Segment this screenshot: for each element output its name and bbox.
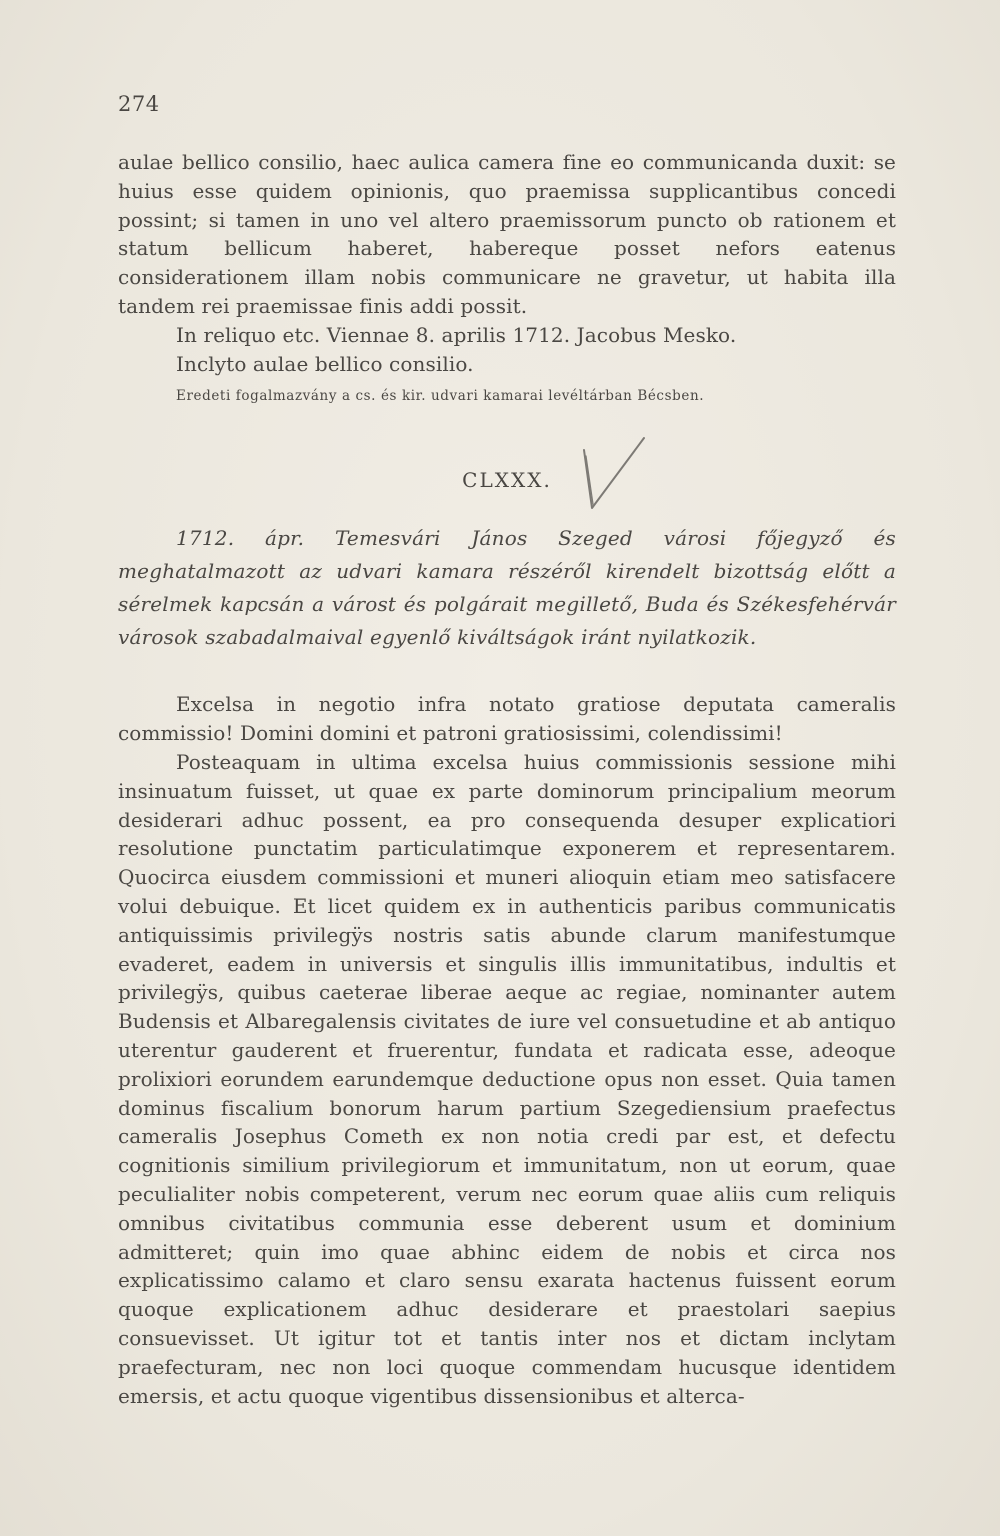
page-content <box>118 148 896 1410</box>
continuation-paragraph: aulae bellico consilio, haec aulica camera fine eo communicanda duxit: se huius esse quidem opinionis, quo praemissa supplicantibus concedi possint; si tamen in uno vel altero praemissorum puncto ob rationem et statum bellicum haberet, habereque posset nefors eatenus considerationem illam nobis communicare ne gravetur, ut habita illa tandem rei praemissae finis addi possit. <box>118 150 896 318</box>
closing-line: In reliquo etc. Viennae 8. aprilis 1712. Jacobus Mesko. <box>176 322 737 347</box>
page-number: 274 <box>118 92 160 116</box>
document-number: CLXXX. <box>462 468 552 493</box>
salutation-paragraph: Excelsa in negotio infra notato gratiose deputata cameralis commissio! Domini domini et patroni gratiosissimi, colendissimi! <box>118 692 896 746</box>
pencil-check-mark-icon <box>578 434 648 512</box>
body-paragraph: Posteaquam in ultima excelsa huius commissionis sessione mihi insinuatum fuisset, ut quae ex parte dominorum principalium meorum desiderari adhuc possent, ea pro consequenda desuper explicatiori resolutione punctatim particulatimque exponerem et representarem. Quocirca eiusdem commissioni et muneri alioquin etiam meo satisfacere volui debuique. Et licet quidem ex in authenticis paribus communicatis antiquissimis privilegÿs nostris satis abunde clarum manifestumque evaderet, eadem in universis et singulis illis immunitatibus, indultis et privilegÿs, quibus caeterae liberae aeque ac regiae, nominanter autem Budensis et Albaregalensis civitates de iure vel consuetudine et ab antiquo uterentur gauderent et fruerentur, fundata et radicata esse, adeoque prolixiori eorundem earundemque deductione opus non esset. Quia tamen dominus fiscalium bonorum harum partium Szegediensium praefectus cameralis Josephus Cometh ex non notia credi par est, et defectu cognitionis similium privilegiorum et immunitatum, non ut eorum, quae peculialiter nobis competerent, verum nec eorum quae aliis cum reliquis omnibus civitatibus communia esse deberent usum et dominium admitteret; quin imo quae abhinc eidem de nobis et circa nos explicatissimo calamo et claro sensu exarata hactenus fuissent eorum quoque explicationem adhuc desiderare et praestolari saepius consuevisset. Ut igitur tot et tantis inter nos et dictam inclytam praefecturam, nec non loci quoque commendam hucusque identidem emersis, et actu quoque vigentibus dissensionibus et alterca- <box>118 749 896 1408</box>
document-heading <box>118 468 896 492</box>
addressee-line: Inclyto aulae bellico consilio. <box>176 351 474 376</box>
source-note: Eredeti fogalmazvány a cs. és kir. udvari kamarai levéltárban Bécsben. <box>176 388 705 405</box>
document-summary: 1712. ápr. Temesvári János Szeged városi főjegyző és meghatalmazott az udvari kamara részéről kirendelt bizottság előtt a sérelmek kapcsán a várost és polgárait megillető, Buda és Székesfehérvár városok szabadalmaival egyenlő kiváltságok iránt nyilatkozik. <box>118 526 896 650</box>
document-body <box>118 690 896 1410</box>
